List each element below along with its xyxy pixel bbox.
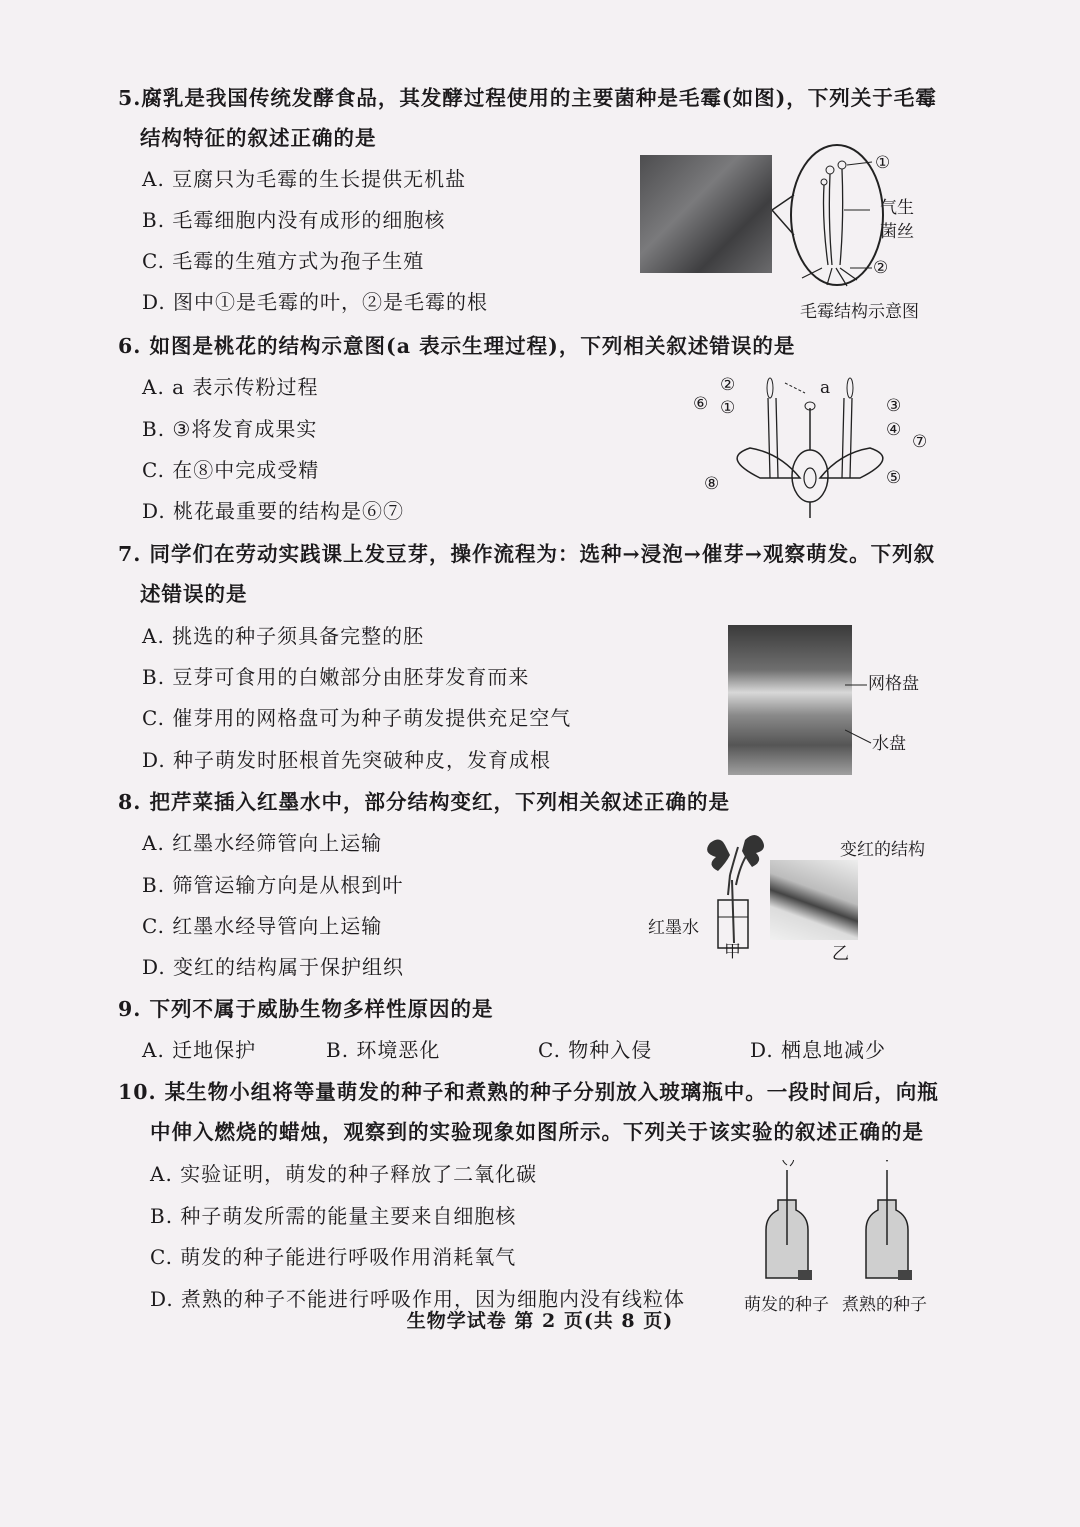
flower-label-7: ⑦ [912, 432, 928, 452]
mold-label-1: ① [875, 153, 891, 173]
q8-option-b: B. 筛管运输方向是从根到叶 [142, 873, 404, 897]
flower-label-6: ⑥ [693, 394, 709, 414]
mold-label-hyphae-2: 菌丝 [880, 222, 914, 242]
tray-label: 网格盘 [868, 674, 919, 694]
flower-label-4: ④ [886, 420, 902, 440]
pan-label: 水盘 [872, 734, 906, 754]
page-footer: 生物学试卷 第 2 页(共 8 页) [406, 1310, 674, 1332]
q6-option-c: C. 在⑧中完成受精 [142, 458, 320, 482]
jia-label: 甲 [724, 942, 741, 962]
red-structure-label: 变红的结构 [840, 840, 925, 860]
mold-photo [640, 155, 772, 273]
tray-pointer-lines [845, 675, 875, 745]
q8-stem: 8. 把芹菜插入红墨水中，部分结构变红，下列相关叙述正确的是 [118, 790, 731, 814]
q9-option-c: C. 物种入侵 [538, 1038, 653, 1062]
q8-option-d: D. 变红的结构属于保护组织 [142, 955, 405, 979]
bean-sprout-photo [728, 625, 852, 775]
q6-stem: 6. 如图是桃花的结构示意图(a 表示生理过程)，下列相关叙述错误的是 [118, 334, 796, 358]
bleed-through-text [560, 196, 578, 222]
q5-stem-line2: 结构特征的叙述正确的是 [140, 126, 377, 150]
q10-option-c: C. 萌发的种子能进行呼吸作用消耗氧气 [150, 1245, 517, 1269]
yi-label: 乙 [832, 944, 849, 964]
germinating-seeds-label: 萌发的种子 [744, 1295, 829, 1315]
q10-option-a: A. 实验证明，萌发的种子释放了二氧化碳 [150, 1162, 538, 1186]
q9-option-a: A. 迁地保护 [142, 1038, 257, 1062]
q7-option-c: C. 催芽用的网格盘可为种子萌发提供充足空气 [142, 706, 572, 730]
q9-option-d: D. 栖息地减少 [750, 1038, 887, 1062]
mold-label-2: ② [873, 258, 889, 278]
q8-option-a: A. 红墨水经筛管向上运输 [142, 831, 383, 855]
q8-option-c: C. 红墨水经导管向上运输 [142, 914, 383, 938]
flower-label-3: ③ [886, 396, 902, 416]
celery-stem-photo [770, 860, 858, 940]
q5-option-b: B. 毛霉细胞内没有成形的细胞核 [142, 208, 446, 232]
cooked-seeds-label: 煮熟的种子 [842, 1295, 927, 1315]
q7-stem-line1: 7. 同学们在劳动实践课上发豆芽，操作流程为：选种→浸泡→催芽→观察萌发。下列叙 [118, 542, 936, 566]
q10-option-d: D. 煮熟的种子不能进行呼吸作用，因为细胞内没有线粒体 [150, 1287, 686, 1311]
flower-label-8: ⑧ [704, 474, 720, 494]
q7-option-a: A. 挑选的种子须具备完整的胚 [142, 624, 425, 648]
q7-option-d: D. 种子萌发时胚根首先突破种皮，发育成根 [142, 748, 552, 772]
q5-option-c: C. 毛霉的生殖方式为孢子生殖 [142, 249, 425, 273]
q6-option-d: D. 桃花最重要的结构是⑥⑦ [142, 499, 405, 523]
q6-option-a: A. a 表示传粉过程 [142, 375, 319, 399]
q5-option-a: A. 豆腐只为毛霉的生长提供无机盐 [142, 167, 467, 191]
flower-label-5: ⑤ [886, 468, 902, 488]
q9-option-b: B. 环境恶化 [326, 1038, 441, 1062]
q7-stem-line2: 述错误的是 [140, 582, 248, 606]
q7-option-b: B. 豆芽可食用的白嫩部分由胚芽发育而来 [142, 665, 530, 689]
q5-stem-line1: 5.腐乳是我国传统发酵食品，其发酵过程使用的主要菌种是毛霉(如图)，下列关于毛霉 [118, 86, 937, 110]
candle-jars-diagram [750, 1160, 940, 1290]
q10-stem-line1: 10. 某生物小组将等量萌发的种子和煮熟的种子分别放入玻璃瓶中。一段时间后，向瓶 [118, 1080, 939, 1104]
flower-label-2: ② [720, 375, 736, 395]
flower-label-1: ① [720, 398, 736, 418]
mold-label-hyphae-1: 气生 [880, 198, 914, 218]
q9-stem: 9. 下列不属于威胁生物多样性原因的是 [118, 997, 494, 1021]
q10-stem-line2: 中伸入燃烧的蜡烛，观察到的实验现象如图所示。下列关于该实验的叙述正确的是 [150, 1120, 924, 1144]
q6-option-b: B. ③将发育成果实 [142, 417, 318, 441]
q5-option-d: D. 图中①是毛霉的叶，②是毛霉的根 [142, 290, 489, 314]
mold-caption: 毛霉结构示意图 [800, 302, 919, 322]
flower-label-a: a [820, 378, 831, 398]
red-ink-label: 红墨水 [648, 918, 699, 938]
q10-option-b: B. 种子萌发所需的能量主要来自细胞核 [150, 1204, 517, 1228]
